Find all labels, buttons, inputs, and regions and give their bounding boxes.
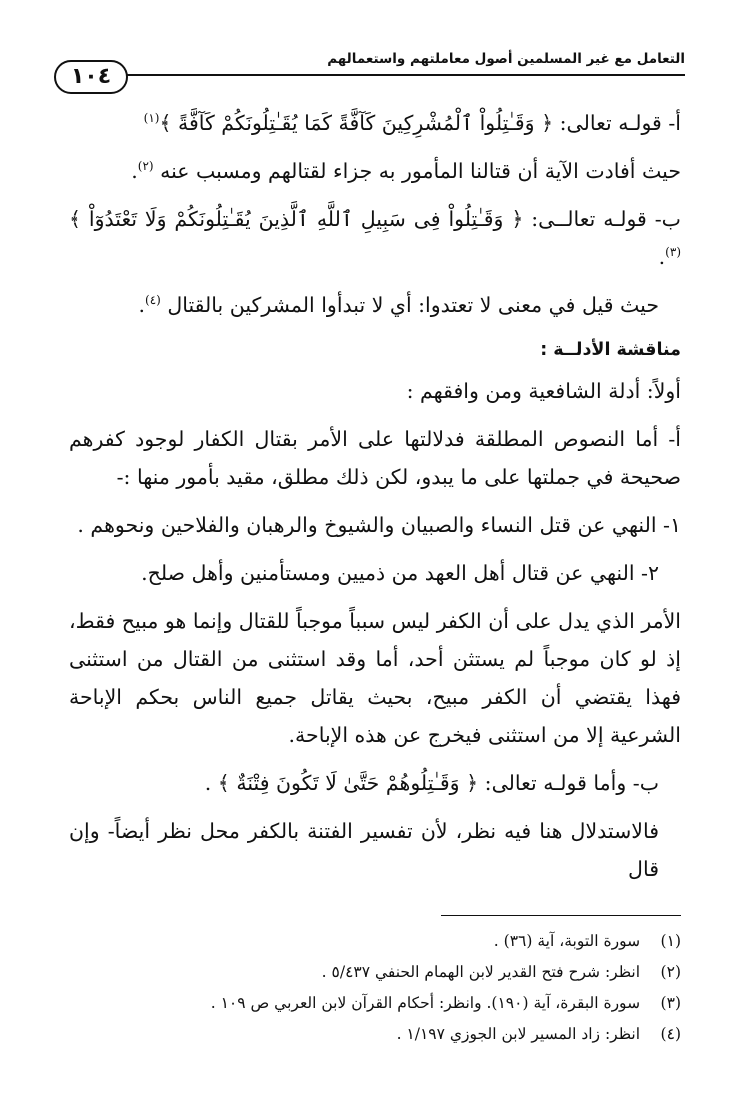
paragraph-conclusion: الأمر الذي يدل على أن الكفر ليس سبباً موجباً للقتال وإنما هو مبيح فقط، إذ لو كان موجباً لم يستثن أحد، أما وقد استثنى من القتال من استثنى فهذا يقتضي أن الكفر مبيح، بحيث يقاتل جميع الناس بحكم الإباحة الشرعية إلا من استثنى فيخرج عن هذه الإباحة. xyxy=(69,609,681,747)
paragraph-evidence-a xyxy=(69,104,681,142)
footnotes xyxy=(69,926,681,1050)
item-label: ب- xyxy=(632,771,659,795)
footnote-3 xyxy=(69,988,681,1019)
footnote-separator xyxy=(441,915,681,916)
footnote-4 xyxy=(69,1019,681,1050)
paragraph-verse-fitna xyxy=(69,764,681,802)
header-rule xyxy=(118,74,685,76)
footnote-ref[interactable]: (٢) xyxy=(137,159,154,174)
page-number: ١٠٤ xyxy=(54,60,128,94)
footnote-number: (٣) xyxy=(660,994,681,1012)
footnote-number: (١) xyxy=(660,932,681,950)
paragraph-evidence-b: ب- قولـه تعالــى: ﴿ وَقَـٰتِلُواْ فِى سَبِيلِ ٱللَّهِ ٱلَّذِينَ يُقَـٰتِلُونَكُمْ وَلَا تَعْتَدُوٓاْ ﴾ $^{(٣)}$. xyxy=(69,207,681,269)
list-item-1: ١- النهي عن قتل النساء والصبيان والشيوخ والرهبان والفلاحين ونحوهم . xyxy=(77,513,681,537)
footnote-ref[interactable]: (١) xyxy=(143,111,160,126)
main-text xyxy=(69,104,681,898)
item-label: أ- xyxy=(668,111,681,135)
paragraph-text: قولـه تعالــى: xyxy=(531,207,647,231)
footnote-text: سورة التوبة، آية (٣٦) . xyxy=(493,932,641,950)
footnote-number: (٤) xyxy=(660,1025,681,1043)
paragraph-end: . xyxy=(204,771,212,795)
paragraph-text: حيث قيل في معنى لا تعتدوا: أي لا تبدأوا المشركين بالقتال xyxy=(167,293,659,317)
paragraph-text: وأما قولـه تعالى: xyxy=(484,771,627,795)
footnote-number: (٢) xyxy=(660,963,681,981)
footnote-2 xyxy=(69,957,681,988)
footnote-ref[interactable]: (٣) xyxy=(665,245,681,260)
quran-verse: ﴿ وَقَـٰتِلُوهُمْ حَتَّىٰ لَا تَكُونَ فِتْنَةٌ ﴾ xyxy=(217,771,479,795)
footnote-1 xyxy=(69,926,681,957)
paragraph-text: قولـه تعالى: xyxy=(559,111,662,135)
running-header: التعامل مع غير المسلمين أصول معاملتهم واستعمالهم xyxy=(327,51,685,67)
footnote-text: انظر: زاد المسير لابن الجوزي ١/١٩٧ . xyxy=(396,1025,641,1043)
paragraph-discussion: فالاستدلال هنا فيه نظر، لأن تفسير الفتنة بالكفر محل نظر أيضاً- وإن قال xyxy=(69,819,659,881)
quran-verse: ﴿ وَقَـٰتِلُواْ ٱلْمُشْرِكِينَ كَآفَّةً كَمَا يُقَـٰتِلُونَكُمْ كَآفَّةً ﴾ xyxy=(159,111,554,135)
footnote-ref[interactable]: (٤) xyxy=(145,293,161,308)
paragraph-first: أولاً: أدلة الشافعية ومن وافقهم : xyxy=(406,379,681,403)
paragraph-explanation-b: حيث قيل في معنى لا تعتدوا: أي لا تبدأوا المشركين بالقتال $^{(٤)}$. xyxy=(138,293,659,317)
footnote-text: انظر: شرح فتح القدير لابن الهمام الحنفي ٥/٤٣٧ . xyxy=(321,963,641,981)
list-item-2: ٢- النهي عن قتال أهل العهد من ذميين ومستأمنين وأهل صلح. xyxy=(141,561,659,585)
footnote-text: سورة البقرة، آية (١٩٠). وانظر: أحكام القرآن لابن العربي ص ١٠٩ . xyxy=(210,994,641,1012)
section-heading: مناقشة الأدلــة : xyxy=(540,340,681,360)
paragraph-texts-absolute: أ- أما النصوص المطلقة فدلالتها على الأمر بقتال الكفار لوجود كفرهم صحيحة في جملتها على ما يبدو، لكن ذلك مطلق، مقيد بأمور منها :- xyxy=(69,427,681,489)
quran-verse: ﴿ وَقَـٰتِلُواْ فِى سَبِيلِ ٱللَّهِ ٱلَّذِينَ يُقَـٰتِلُونَكُمْ وَلَا تَعْتَدُوٓاْ ﴾ xyxy=(69,207,524,231)
paragraph-explanation-a: حيث أفادت الآية أن قتالنا المأمور به جزاء لقتالهم ومسبب عنه $^{(٢)}$. xyxy=(131,159,681,183)
item-label: ب- xyxy=(654,207,681,231)
paragraph-text: حيث أفادت الآية أن قتالنا المأمور به جزاء لقتالهم ومسبب عنه xyxy=(160,159,681,183)
